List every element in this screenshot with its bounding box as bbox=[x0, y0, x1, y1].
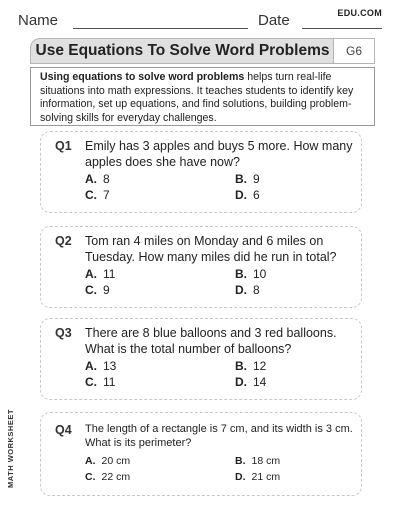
option-a[interactable]: A. 11 bbox=[85, 267, 116, 281]
name-label: Name bbox=[18, 12, 59, 29]
grade-badge: G6 bbox=[333, 38, 375, 64]
intro-text: helps turn real-life situations into math expressions. It teaches students to identify key information, set up equations, and find solutions, building problem-solving skills for everyday challenges. bbox=[40, 71, 354, 124]
option-b[interactable]: B. 10 bbox=[235, 267, 267, 281]
option-c[interactable]: C. 11 bbox=[85, 375, 116, 389]
option-d[interactable]: D. 14 bbox=[235, 375, 267, 389]
question-card-2 bbox=[40, 226, 362, 308]
intro-box bbox=[30, 67, 375, 126]
brand-logo: EDU.COM bbox=[337, 8, 382, 18]
question-number: Q2 bbox=[55, 234, 72, 248]
question-number: Q4 bbox=[55, 423, 72, 437]
option-d[interactable]: D. 21 cm bbox=[235, 471, 281, 483]
question-card-3 bbox=[40, 318, 362, 400]
option-c[interactable]: C. 22 cm bbox=[85, 471, 131, 483]
option-b[interactable]: B. 12 bbox=[235, 359, 267, 373]
header-row bbox=[18, 8, 382, 32]
question-number: Q1 bbox=[55, 139, 72, 153]
option-d[interactable]: D. 6 bbox=[235, 188, 260, 202]
date-input-line[interactable] bbox=[302, 28, 382, 29]
intro-bold: Using equations to solve word problems bbox=[40, 71, 245, 83]
question-card-1 bbox=[40, 131, 362, 213]
name-input-line[interactable] bbox=[73, 28, 248, 29]
date-label: Date bbox=[258, 12, 290, 29]
question-number: Q3 bbox=[55, 326, 72, 340]
question-text: The length of a rectangle is 7 cm, and its width is 3 cm. What is its perimeter? bbox=[85, 423, 353, 449]
option-b[interactable]: B. 9 bbox=[235, 172, 260, 186]
option-a[interactable]: A. 13 bbox=[85, 359, 117, 373]
option-b[interactable]: B. 18 cm bbox=[235, 455, 281, 467]
question-text: Tom ran 4 miles on Monday and 6 miles on Tuesday. How many miles did he run in total? bbox=[85, 234, 337, 264]
option-c[interactable]: C. 9 bbox=[85, 283, 110, 297]
question-text: There are 8 blue balloons and 3 red balloons. What is the total number of balloons? bbox=[85, 326, 337, 356]
option-d[interactable]: D. 8 bbox=[235, 283, 260, 297]
side-label: MATH WORKSHEET bbox=[6, 409, 15, 488]
option-a[interactable]: A. 8 bbox=[85, 172, 110, 186]
title-bar bbox=[30, 38, 375, 64]
worksheet-title: Use Equations To Solve Word Problems bbox=[35, 42, 330, 59]
question-card-4 bbox=[40, 412, 362, 496]
question-text: Emily has 3 apples and buys 5 more. How many apples does she have now? bbox=[85, 139, 353, 169]
option-c[interactable]: C. 7 bbox=[85, 188, 110, 202]
option-a[interactable]: A. 20 cm bbox=[85, 455, 131, 467]
